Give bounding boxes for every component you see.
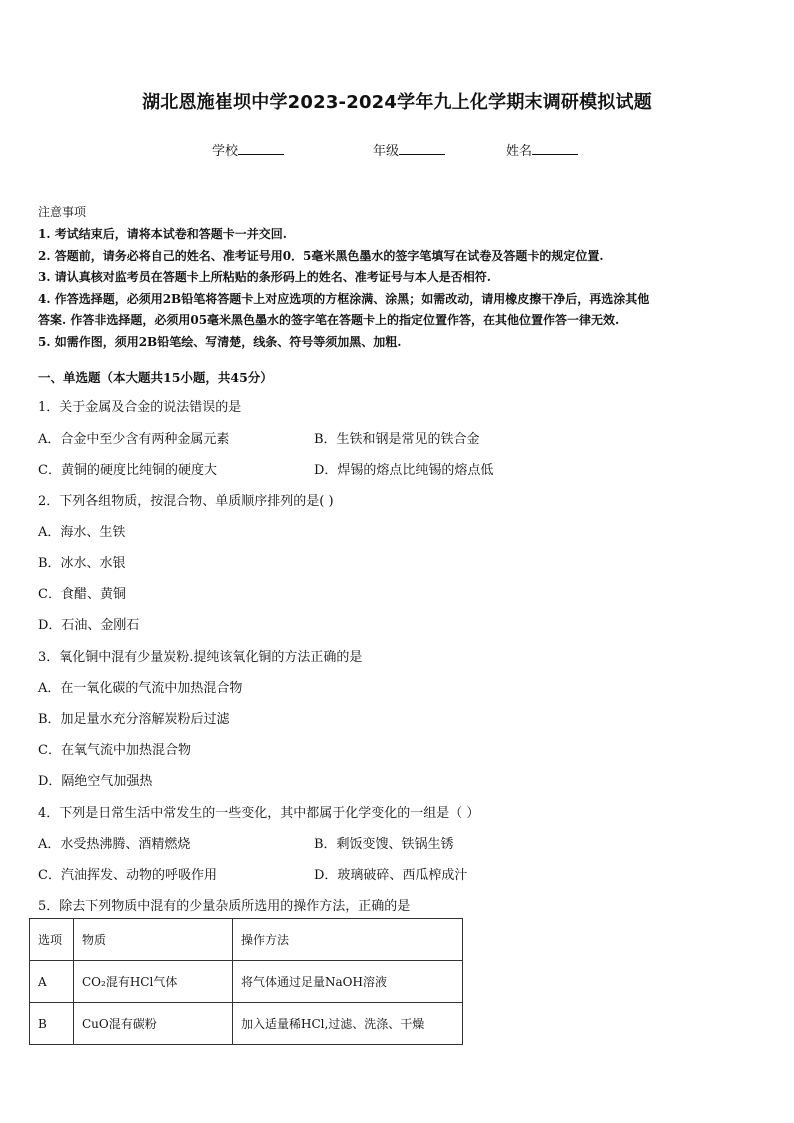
grade-field [373,140,445,159]
table-cell: CuO混有碳粉 [74,1003,233,1045]
name-field [506,140,578,159]
table-header-cell: 选项 [30,919,74,961]
table-header-cell: 操作方法 [233,919,463,961]
table-cell: B [30,1003,74,1045]
option-b: B．生铁和钢是常见的铁合金 [314,432,480,447]
option-b: B．冰水、水银 [38,556,126,571]
notice-item: 3. 请认真核对监考员在答题卡上所粘贴的条形码上的姓名、准考证号与本人是否相符. [38,270,491,284]
question-stem: 1．关于金属及合金的说法错误的是 [38,400,242,415]
table-cell: 将气体通过足量NaOH溶液 [233,961,463,1003]
option-b: B．剩饭变馊、铁锅生锈 [314,837,454,852]
table-row [30,1003,463,1045]
school-field [212,140,284,159]
notice-item: 1. 考试结束后，请将本试卷和答题卡一并交回. [38,227,287,241]
option-a: A．水受热沸腾、酒精燃烧 [38,837,191,852]
table-cell: A [30,961,74,1003]
table-header-row [30,919,463,961]
option-d: D．石油、金刚石 [38,618,140,633]
question-stem: 2．下列各组物质，按混合物、单质顺序排列的是( ) [38,494,334,509]
table-row [30,961,463,1003]
notice-item: 2. 答题前，请务必将自己的姓名、准考证号用0．5毫米黑色墨水的签字笔填写在试卷及答题卡的规定位置. [38,249,604,263]
question-stem: 5．除去下列物质中混有的少量杂质所选用的操作方法，正确的是 [38,899,411,914]
notice-item: 答案. 作答非选择题，必须用05毫米黑色墨水的签字笔在答题卡上的指定位置作答，在其他位置作答一律无效. [38,313,620,327]
question-stem: 3．氧化铜中混有少量炭粉.提纯该氧化铜的方法正确的是 [38,650,363,665]
notice-heading: 注意事项 [38,205,87,219]
name-blank [532,142,578,155]
grade-blank [399,142,445,155]
table-cell: 加入适量稀HCl,过滤、洗涤、干燥 [233,1003,463,1045]
notice-item: 5. 如需作图，须用2B铅笔绘、写清楚，线条、符号等须加黑、加粗. [38,335,402,349]
option-a: A．海水、生铁 [38,525,126,540]
option-c: C．黄铜的硬度比纯铜的硬度大 [38,463,217,478]
option-a: A．在一氧化碳的气流中加热混合物 [38,681,243,696]
option-c: C．食醋、黄铜 [38,587,126,602]
option-c: C．汽油挥发、动物的呼吸作用 [38,868,217,883]
table-header-cell: 物质 [74,919,233,961]
notice-item: 4. 作答选择题，必须用2B铅笔将答题卡上对应选项的方框涂满、涂黑；如需改动，请用橡皮擦干净后，再选涂其他 [38,292,650,306]
option-d: D．隔绝空气加强热 [38,774,153,789]
name-label: 姓名 [506,144,533,159]
option-c: C．在氧气流中加热混合物 [38,743,191,758]
answer-table [29,918,463,1045]
school-label: 学校 [212,144,239,159]
table-cell: CO₂混有HCl气体 [74,961,233,1003]
school-blank [238,142,284,155]
option-a: A．合金中至少含有两种金属元素 [38,432,230,447]
option-b: B．加足量水充分溶解炭粉后过滤 [38,712,230,727]
section-heading: 一、单选题（本大题共15小题，共45分） [38,370,273,385]
page-title: 湖北恩施崔坝中学2023-2024学年九上化学期末调研模拟试题 [142,92,652,113]
option-d: D．焊锡的熔点比纯锡的熔点低 [314,463,494,478]
option-d: D．玻璃破碎、西瓜榨成汁 [314,868,468,883]
grade-label: 年级 [373,144,400,159]
question-stem: 4．下列是日常生活中常发生的一些变化，其中都属于化学变化的一组是（ ） [38,806,480,821]
